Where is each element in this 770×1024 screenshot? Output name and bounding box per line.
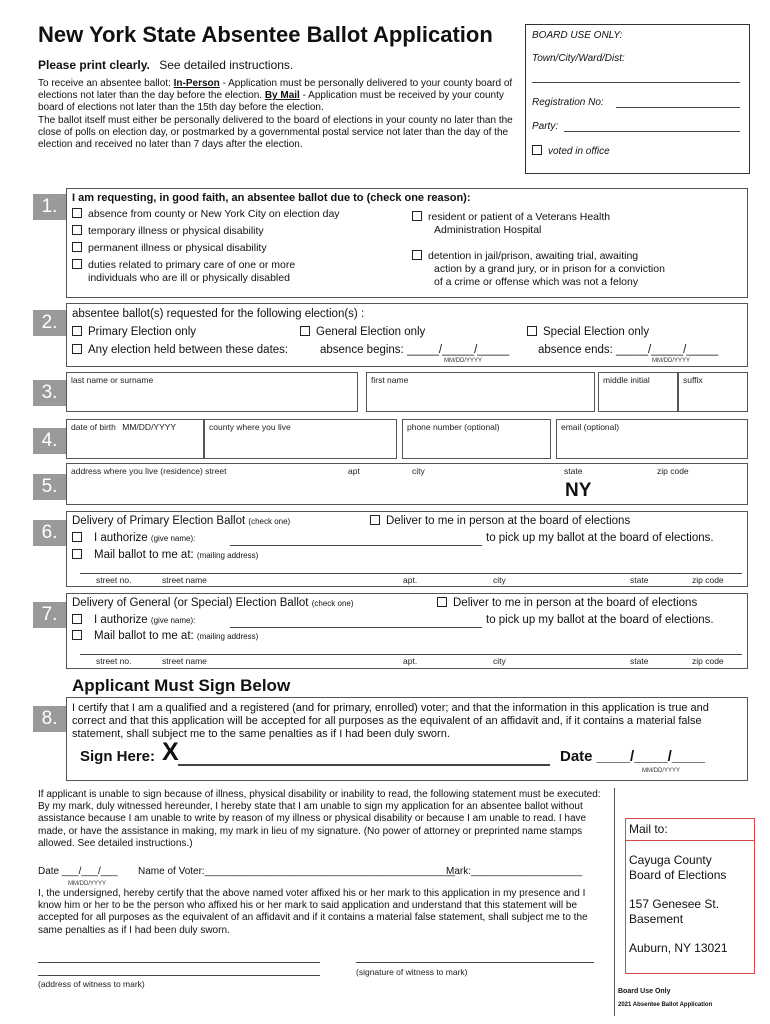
section-7-heading: Delivery of General (or Special) Election Ballot (check one) — [72, 597, 354, 609]
checkbox[interactable] — [72, 242, 82, 252]
checkbox[interactable] — [412, 250, 422, 260]
section-1-heading: I am requesting, in good faith, an absentee ballot due to (check one reason): — [72, 192, 471, 204]
date-format: MM/DD/YYYY — [68, 881, 107, 887]
authorize-primary[interactable]: I authorize (give name): — [72, 532, 195, 544]
footer-board-use: Board Use Only — [618, 988, 671, 995]
state-label: state — [630, 656, 649, 666]
witness-address-line-1[interactable] — [38, 962, 320, 963]
email-field[interactable] — [556, 419, 748, 459]
street-name-label: street name — [162, 575, 207, 585]
registration-label: Registration No: — [532, 97, 604, 108]
voted-in-office: voted in office — [532, 145, 610, 157]
phone-field[interactable] — [402, 419, 551, 459]
city-label: city — [412, 466, 425, 476]
address-label: address where you live (residence) street — [71, 466, 227, 476]
mail-ballot-primary[interactable]: Mail ballot to me at: (mailing address) — [72, 549, 258, 561]
street-name-label: street name — [162, 656, 207, 666]
authorize-general[interactable]: I authorize (give name): — [72, 614, 195, 626]
street-no-label: street no. — [96, 656, 132, 666]
section-5-number: 5. — [33, 474, 66, 500]
reason-permanent[interactable]: permanent illness or physical disability — [72, 242, 267, 255]
phone-label: phone number (optional) — [407, 422, 500, 432]
county-field[interactable] — [204, 419, 397, 459]
section-7-number: 7. — [33, 602, 66, 628]
apt-label: apt — [348, 466, 360, 476]
party-label: Party: — [532, 121, 559, 132]
mail-to-box — [625, 818, 755, 974]
general-only[interactable]: General Election only — [300, 326, 425, 338]
deliver-in-person-primary[interactable]: Deliver to me in person at the board of elections — [370, 515, 630, 527]
dob-label: date of birth MM/DD/YYYY — [71, 422, 177, 432]
city-label: city — [493, 656, 506, 666]
primary-only[interactable]: Primary Election only — [72, 326, 196, 338]
intro-text: To receive an absentee ballot: In-Person - Application must be personally delivered to your county board of elections not later than the day before the election. By Mail - Application must be received by your county board of elections not later than the 15th day before the election. The ballot itself must either be personally delivered to the board of elections in your county no later than the close of polls on election day, or postmarked by a governmental postal service not later than the day of the election and received no later than 7 days after the election. — [38, 78, 513, 151]
checkbox[interactable] — [72, 549, 82, 559]
checkbox[interactable] — [370, 515, 380, 525]
sign-here-label: Sign Here: — [80, 748, 156, 765]
middle-initial-label: middle initial — [603, 375, 650, 385]
apt-label: apt. — [403, 656, 418, 666]
date-format: MM/DD/YYYY — [642, 768, 681, 774]
witness-certify-text: I, the undersigned, hereby certify that the above named voter affixed his or her mark to this application in my presence and I know him or her to be the person who affixed his or her mark to said application and understand that this statement will be accepted for all purposes as the equivalent of an affidavit and if it contains a material false statement, shall subject me to the same penalties as if I had been duly sworn. — [38, 888, 588, 936]
board-use-box — [525, 24, 750, 174]
reason-detention[interactable]: detention in jail/prison, awaiting trial, awaiting action by a grand jury, or in prison for a conviction of a crime or offense which was not a felony — [412, 250, 665, 289]
witness-signature-line[interactable] — [356, 962, 594, 963]
state-label: state — [564, 466, 583, 476]
pickup-text: to pick up my ballot at the board of elections. — [486, 532, 714, 544]
zip-label: zip code — [657, 466, 689, 476]
zip-label: zip code — [692, 656, 724, 666]
sign-date-label: Date ____/____/____ — [560, 748, 706, 765]
date-format: MM/DD/YYYY — [444, 358, 483, 364]
mail-to-label: Mail to: — [629, 822, 668, 836]
county-label: county where you live — [209, 422, 291, 432]
last-name-field[interactable] — [66, 372, 358, 412]
town-label: Town/City/Ward/Dist: — [532, 53, 625, 64]
witness-signature-label: (signature of witness to mark) — [356, 967, 468, 977]
dob-field[interactable] — [66, 419, 204, 459]
section-2-heading: absentee ballot(s) requested for the following election(s) : — [72, 308, 365, 320]
mail-to-address: Cayuga County Board of Elections 157 Genesee St. Basement Auburn, NY 13021 — [629, 853, 728, 955]
first-name-field[interactable] — [366, 372, 595, 412]
reason-primary-care[interactable]: duties related to primary care of one or more individuals who are ill or physically disabled — [72, 259, 295, 285]
checkbox[interactable] — [72, 208, 82, 218]
deliver-in-person-general[interactable]: Deliver to me in person at the board of elections — [437, 597, 697, 609]
witness-address-label: (address of witness to mark) — [38, 979, 145, 989]
checkbox[interactable] — [437, 597, 447, 607]
state-value: NY — [565, 480, 592, 501]
mark-field[interactable]: Mark:____________________ — [446, 866, 583, 877]
applicant-sign-title: Applicant Must Sign Below — [72, 676, 291, 695]
pickup-text: to pick up my ballot at the board of elections. — [486, 614, 714, 626]
form-title: New York State Absentee Ballot Application — [38, 22, 493, 47]
section-4-number: 4. — [33, 428, 66, 454]
reason-absence[interactable]: absence from county or New York City on election day — [72, 208, 340, 221]
email-label: email (optional) — [561, 422, 620, 432]
middle-initial-field[interactable] — [598, 372, 678, 412]
unable-to-sign-text: If applicant is unable to sign because of illness, physical disability or inability to read, the following statement must be executed: By my mark, duly witnessed hereunder, I hereby state that I am unable to sign my application for an absentee ballot without assistance because I am unable to write by reason of my illness or physical disability or because I am unable to read. I have made, or have the assistance in making, my mark in lieu of my signature. (No power of attorney or preprinted name stamps allowed. See detailed instructions.) — [38, 789, 601, 849]
name-of-voter-field[interactable]: Name of Voter:_____________________________________________ — [138, 866, 455, 877]
checkbox[interactable] — [527, 326, 537, 336]
state-label: state — [630, 575, 649, 585]
suffix-field[interactable] — [678, 372, 748, 412]
street-no-label: street no. — [96, 575, 132, 585]
reason-temporary[interactable]: temporary illness or physical disability — [72, 225, 264, 238]
section-2-number: 2. — [33, 310, 66, 336]
first-name-label: first name — [371, 375, 409, 385]
checkbox[interactable] — [300, 326, 310, 336]
section-6-heading: Delivery of Primary Election Ballot (check one) — [72, 515, 291, 527]
date-format: MM/DD/YYYY — [652, 358, 691, 364]
reason-veterans[interactable]: resident or patient of a Veterans Health Administration Hospital — [412, 211, 610, 237]
checkbox[interactable] — [412, 211, 422, 221]
section-1-number: 1. — [33, 194, 66, 220]
any-election[interactable]: Any election held between these dates: — [72, 344, 288, 356]
checkbox[interactable] — [72, 630, 82, 640]
voted-checkbox[interactable] — [532, 145, 542, 155]
checkbox[interactable] — [72, 344, 82, 354]
footer-form-name: 2021 Absentee Ballot Application — [618, 1002, 713, 1008]
zip-label: zip code — [692, 575, 724, 585]
checkbox[interactable] — [72, 532, 82, 542]
signature-x: X — [162, 738, 179, 766]
special-only[interactable]: Special Election only — [527, 326, 649, 338]
absence-ends[interactable]: absence ends: _____/_____/_____ — [538, 344, 719, 356]
mark-date-field[interactable]: Date ___/___/___ — [38, 866, 118, 877]
last-name-label: last name or surname — [71, 375, 154, 385]
signature-line[interactable] — [178, 764, 550, 766]
sign-date-field[interactable]: ____/____/____ — [596, 748, 706, 765]
absence-begins[interactable]: absence begins: _____/_____/_____ — [320, 344, 510, 356]
print-clearly: Please print clearly. — [38, 58, 150, 72]
apt-label: apt. — [403, 575, 418, 585]
checkbox[interactable] — [72, 326, 82, 336]
see-instructions: See detailed instructions. — [159, 58, 294, 72]
print-note — [38, 58, 293, 72]
section-6-number: 6. — [33, 520, 66, 546]
board-use-title: BOARD USE ONLY: — [532, 30, 623, 41]
checkbox[interactable] — [72, 614, 82, 624]
section-3-number: 3. — [33, 380, 66, 406]
mail-ballot-general[interactable]: Mail ballot to me at: (mailing address) — [72, 630, 258, 642]
certify-text: I certify that I am a qualified and a registered (and for primary, enrolled) voter; and that the information in this application is true and correct and that this application will be accepted for all purposes as the equivalent of an affidavit and, if it contains a material false statement, shall subject me to the same penalties as if I had been duly sworn. — [72, 702, 709, 740]
witness-address-line-2[interactable] — [38, 975, 320, 976]
suffix-label: suffix — [683, 375, 703, 385]
checkbox[interactable] — [72, 225, 82, 235]
checkbox[interactable] — [72, 259, 82, 269]
city-label: city — [493, 575, 506, 585]
section-8-number: 8. — [33, 706, 66, 732]
